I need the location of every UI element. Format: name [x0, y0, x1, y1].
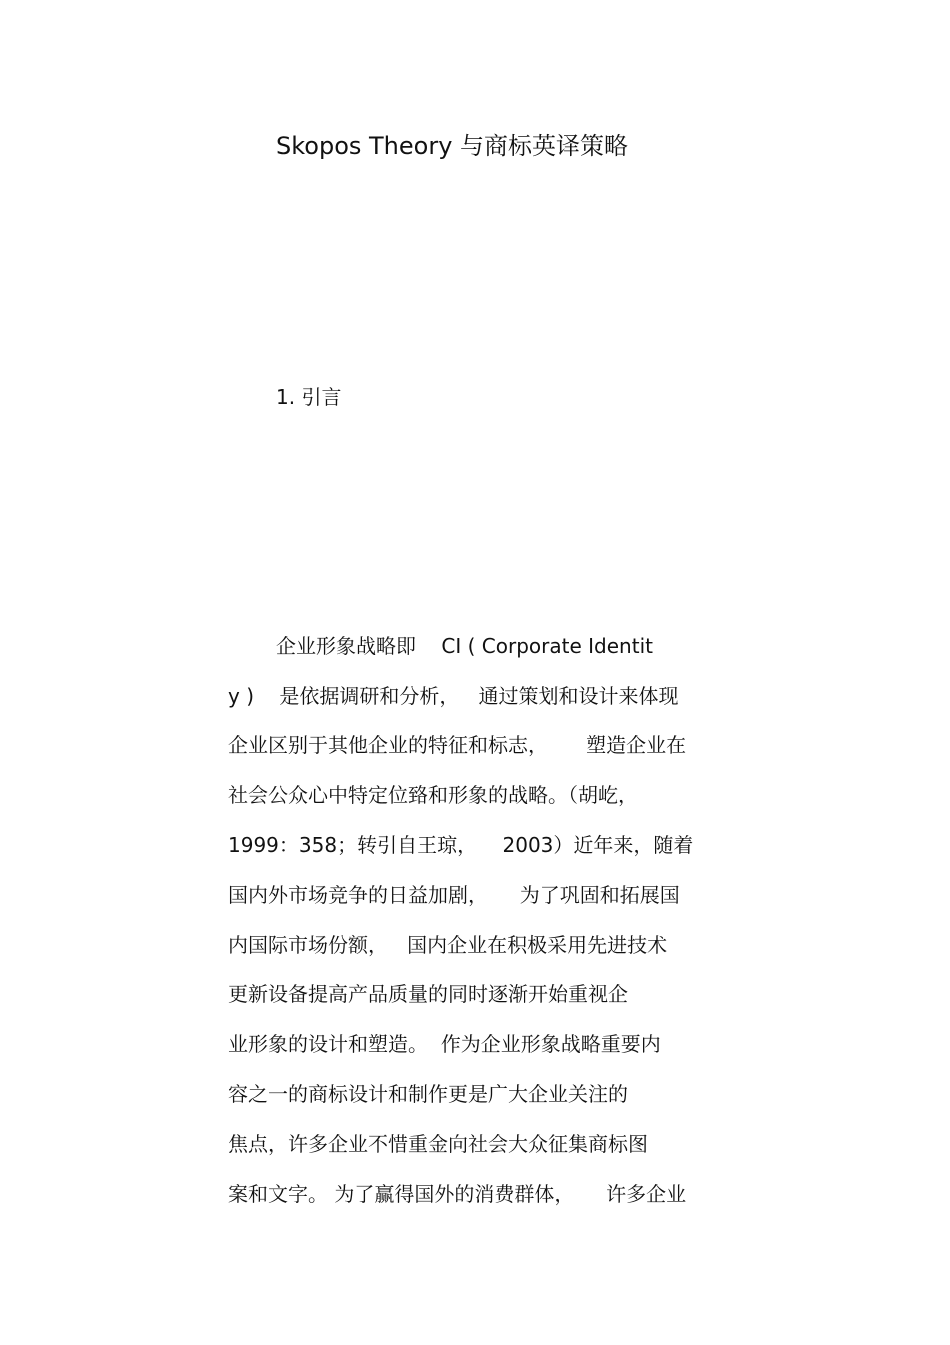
paragraph-line: 企业区别于其他企业的特征和标志， 塑造企业在 [228, 733, 687, 757]
paragraph-line: 容之一的商标设计和制作更是广大企业关注的 [228, 1082, 628, 1106]
paragraph-line: y ) 是依据调研和分析， 通过策划和设计来体现 [228, 684, 679, 708]
paragraph-line: 社会公众心中特定位臵和形象的战略。（胡屹， [228, 783, 638, 807]
paragraph-line: 内国际市场份额， 国内企业在积极采用先进技术 [228, 933, 668, 957]
paragraph-line: 业形象的设计和塑造。 作为企业形象战略重要内 [228, 1032, 661, 1056]
paragraph-line: 更新设备提高产品质量的同时逐渐开始重视企 [228, 982, 628, 1006]
paragraph-line: 国内外市场竞争的日益加剧， 为了巩固和拓展国 [228, 883, 680, 907]
section-heading: 1. 引言 [276, 385, 342, 409]
paragraph-line: 案和文字。 为了赢得国外的消费群体， 许多企业 [228, 1182, 687, 1206]
paragraph-line: 1999：358；转引自王琼， 2003）近年来，随着 [228, 833, 694, 857]
paragraph-line: 焦点，许多企业不惜重金向社会大众征集商标图 [228, 1132, 648, 1156]
document-title: Skopos Theory 与商标英译策略 [276, 132, 629, 160]
paragraph-line: 企业形象战略即 CI ( Corporate Identit [276, 634, 653, 658]
